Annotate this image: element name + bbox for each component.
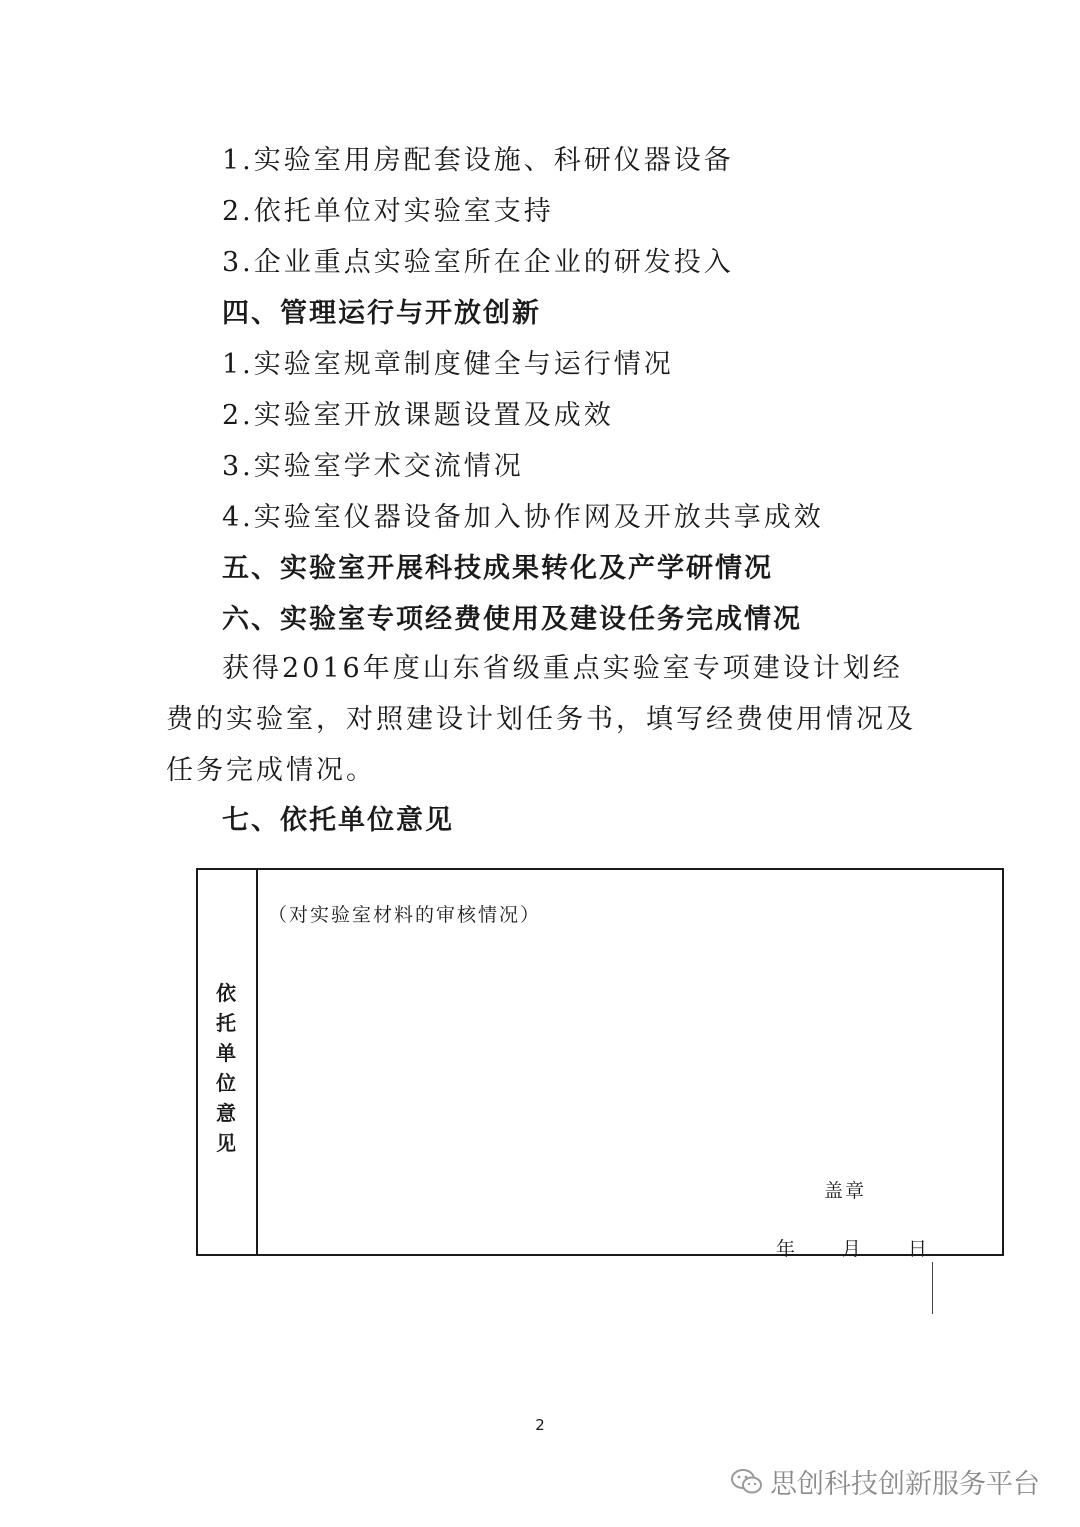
date-year-label: 年 — [776, 1238, 796, 1260]
section-heading-host-opinion: 七、依托单位意见 — [222, 805, 454, 836]
section-heading-management: 四、管理运行与开放创新 — [222, 298, 541, 329]
date-day-label: 日 — [908, 1238, 928, 1260]
list-item-rd-investment: 3.企业重点实验室所在企业的研发投入 — [222, 247, 734, 278]
funding-paragraph: 获得2016年度山东省级重点实验室专项建设计划经费的实验室，对照建设计划任务书，填写经费使用情况及任务完成情况。 — [166, 653, 916, 786]
wechat-icon — [730, 1468, 764, 1496]
margin-rule — [932, 1262, 933, 1314]
host-opinion-table — [196, 868, 1004, 1260]
list-item-regulations: 1.实验室规章制度健全与运行情况 — [222, 349, 674, 380]
section-heading-transfer: 五、实验室开展科技成果转化及产学研情况 — [222, 553, 773, 584]
watermark — [730, 1462, 1040, 1501]
table-label-column — [198, 870, 258, 1254]
list-item-facilities: 1.实验室用房配套设施、科研仪器设备 — [222, 145, 734, 176]
watermark-text: 思创科技创新服务平台 — [770, 1469, 1040, 1500]
list-item-academic-exchange: 3.实验室学术交流情况 — [222, 451, 524, 482]
list-item-host-support: 2.依托单位对实验室支持 — [222, 196, 554, 227]
table-row-label: 依托单位意见 — [216, 981, 236, 1155]
page-number: 2 — [535, 1416, 545, 1434]
list-item-open-topics: 2.实验室开放课题设置及成效 — [222, 400, 614, 431]
seal-label: 盖章 — [824, 1180, 867, 1202]
date-month-label: 月 — [842, 1238, 862, 1260]
section-heading-funding: 六、实验室专项经费使用及建设任务完成情况 — [222, 604, 802, 635]
review-hint-text: （对实验室材料的审核情况） — [268, 904, 542, 926]
list-item-equipment-sharing: 4.实验室仪器设备加入协作网及开放共享成效 — [222, 502, 824, 533]
